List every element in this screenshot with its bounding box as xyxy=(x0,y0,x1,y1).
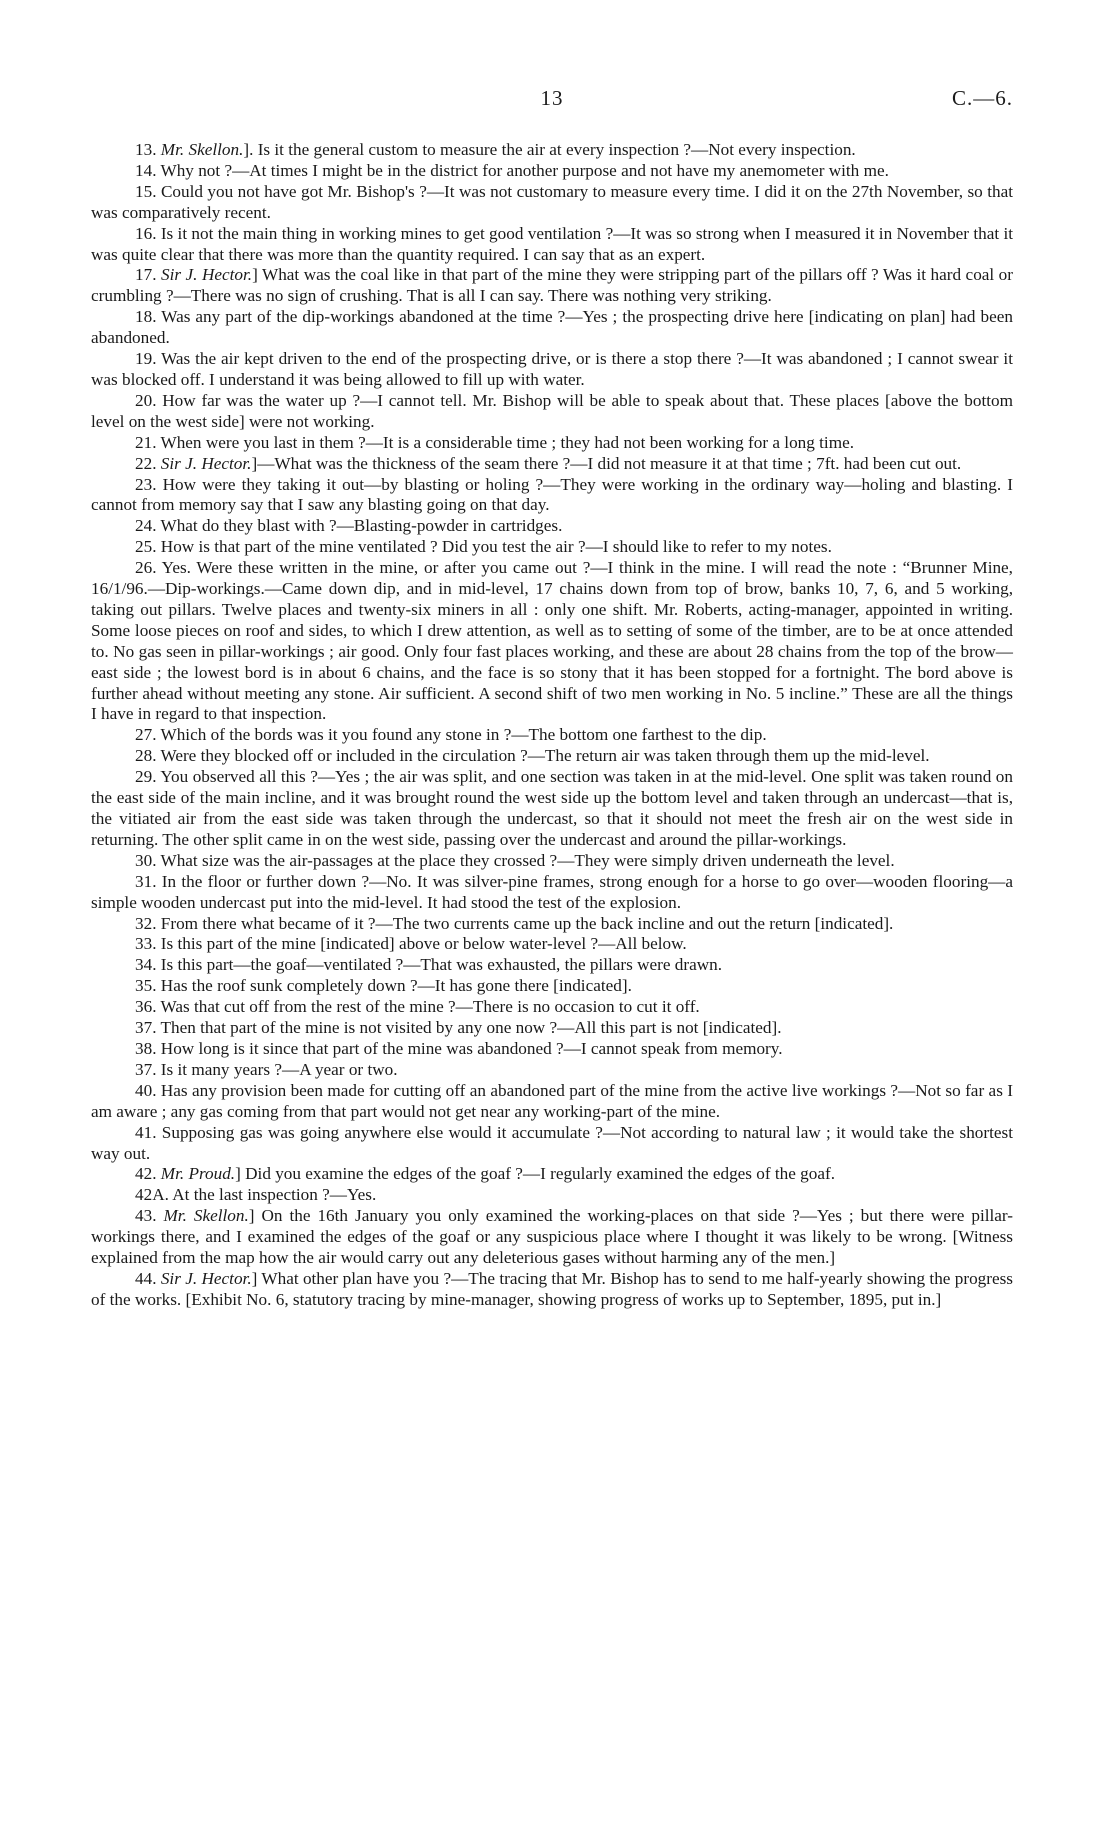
speaker-name: Mr. Skellon. xyxy=(160,140,244,159)
question-answer-paragraph xyxy=(91,433,1013,454)
question-answer-paragraph xyxy=(91,349,1013,391)
paragraph-text: From there what became of it ?—The two currents came up the back incline and out the return [indicated]. xyxy=(160,913,894,933)
question-number: 17. xyxy=(135,265,157,285)
testimony-body xyxy=(91,140,1013,1311)
question-number: 41. xyxy=(135,1122,157,1142)
paragraph-text: Is this part—the goaf—ventilated ?—That was exhausted, the pillars were drawn. xyxy=(160,955,723,975)
question-number: 37. xyxy=(135,1059,157,1079)
question-answer-paragraph xyxy=(91,872,1013,914)
paragraph-text: Was the air kept driven to the end of the prospecting drive, or is there a stop there ?—It was abandoned ; I cannot swear it was blocked off. I understand it was being allowed to fill up with water. xyxy=(91,349,1013,389)
question-answer-paragraph xyxy=(91,307,1013,349)
paragraph-text: ] What was the coal like in that part of the mine they were stripping part of the pillars off ? Was it hard coal or crumbling ?—There was no sign of crushing. That is all I can say. There was nothing very striking. xyxy=(91,265,1013,306)
paragraph-text: Could you not have got Mr. Bishop's ?—It was not customary to measure every time. I did it on the 27th November, so that was comparatively recent. xyxy=(91,181,1014,222)
question-number: 16. xyxy=(135,223,157,243)
paragraph-text: Is it many years ?—A year or two. xyxy=(160,1059,398,1079)
question-number: 21. xyxy=(135,432,157,452)
question-number: 30. xyxy=(135,850,157,870)
paragraph-text: Is it not the main thing in working mines to get good ventilation ?—It was so strong when I measured it in November that it was quite clear that there was more than the quantity required. I can say that as an expert. xyxy=(91,223,1013,264)
question-answer-paragraph xyxy=(91,454,1013,475)
question-answer-paragraph xyxy=(91,475,1013,517)
question-number: 43. xyxy=(135,1206,157,1226)
question-answer-paragraph xyxy=(91,1081,1013,1123)
question-number: 38. xyxy=(135,1038,157,1058)
question-number: 27. xyxy=(135,725,157,745)
paragraph-text: How far was the water up ?—I cannot tell. Mr. Bishop will be able to speak about that. These places [above the bottom level on the west side] were not working. xyxy=(91,390,1013,431)
question-number: 18. xyxy=(135,307,157,327)
question-answer-paragraph xyxy=(91,914,1013,935)
question-answer-paragraph xyxy=(91,391,1013,433)
question-number: 22. xyxy=(135,453,157,473)
question-answer-paragraph xyxy=(91,851,1013,872)
question-answer-paragraph xyxy=(91,1206,1013,1269)
question-answer-paragraph xyxy=(91,1060,1013,1081)
paragraph-text: ]—What was the thickness of the seam there ?—I did not measure it at that time ; 7ft. had been cut out. xyxy=(251,453,962,473)
question-number: 15. xyxy=(135,181,157,201)
question-number: 13. xyxy=(135,140,157,159)
speaker-name: Sir J. Hector. xyxy=(160,265,253,285)
question-number: 32. xyxy=(135,913,157,933)
question-number: 24. xyxy=(135,516,157,536)
paragraph-text: How were they taking it out—by blasting or holing ?—They were working in the ordinary way—holing and blasting. I cannot from memory say that I saw any blasting going on that day. xyxy=(91,474,1013,515)
paragraph-text: Was any part of the dip-workings abandoned at the time ?—Yes ; the prospecting drive here [indicating on plan] had been abandoned. xyxy=(91,307,1013,348)
question-answer-paragraph xyxy=(91,1123,1013,1165)
paragraph-text: ] On the 16th January you only examined the working-places on that side ?—Yes ; but there were pillar-workings there, and I examined the edges of the goaf or any suspicious place where I thought it was likely to be wrong. [Witness explained from the map how the air would carry out any deleterious gases without harming any of the men.] xyxy=(91,1206,1014,1268)
question-number: 35. xyxy=(135,976,157,996)
question-number: 29. xyxy=(135,767,157,787)
question-answer-paragraph xyxy=(91,161,1013,182)
speaker-name: Mr. Proud. xyxy=(160,1164,236,1184)
paragraph-text: How long is it since that part of the mine was abandoned ?—I cannot speak from memory. xyxy=(160,1038,783,1058)
question-answer-paragraph xyxy=(91,1164,1013,1185)
question-answer-paragraph xyxy=(91,767,1013,851)
question-number: 33. xyxy=(135,934,157,954)
question-number: 23. xyxy=(135,474,157,494)
question-number: 44. xyxy=(135,1268,157,1288)
paragraph-text: ] Did you examine the edges of the goaf ?—I regularly examined the edges of the goaf. xyxy=(235,1164,836,1184)
paragraph-text: Is this part of the mine [indicated] above or below water-level ?—All below. xyxy=(160,934,687,954)
question-answer-paragraph xyxy=(91,516,1013,537)
paragraph-text: Has the roof sunk completely down ?—It has gone there [indicated]. xyxy=(160,976,632,996)
question-answer-paragraph xyxy=(91,1018,1013,1039)
speaker-name: Mr. Skellon. xyxy=(163,1206,249,1226)
question-number: 20. xyxy=(135,390,157,410)
question-answer-paragraph xyxy=(91,1039,1013,1060)
page-header xyxy=(91,86,1013,116)
paragraph-text: What do they blast with ?—Blasting-powder in cartridges. xyxy=(160,516,563,536)
paragraph-text: Which of the bords was it you found any stone in ?—The bottom one farthest to the dip. xyxy=(160,725,767,745)
question-answer-paragraph xyxy=(91,537,1013,558)
question-number: 31. xyxy=(135,871,157,891)
paragraph-text: Were they blocked off or included in the circulation ?—The return air was taken through them up the mid-level. xyxy=(160,746,930,766)
question-answer-paragraph xyxy=(91,140,1013,161)
question-answer-paragraph xyxy=(91,725,1013,746)
question-number: 25. xyxy=(135,537,157,557)
paragraph-text: Has any provision been made for cutting off an abandoned part of the mine from the active live workings ?—Not so far as I am aware ; any gas coming from that part would not get near any working-part of the mine. xyxy=(91,1080,1014,1121)
question-answer-paragraph xyxy=(91,1185,1013,1206)
paragraph-text: ] What other plan have you ?—The tracing that Mr. Bishop has to send to me half-yearly showing the progress of the works. [Exhibit No. 6, statutory tracing by mine-manager, showing progress of works up to September, 1895, put in.] xyxy=(91,1268,1013,1309)
paragraph-text: At the last inspection ?—Yes. xyxy=(172,1185,377,1205)
question-number: 19. xyxy=(135,349,157,369)
question-number: 14. xyxy=(135,160,157,180)
question-answer-paragraph xyxy=(91,934,1013,955)
question-answer-paragraph xyxy=(91,558,1013,725)
question-answer-paragraph xyxy=(91,1269,1013,1311)
question-number: 42A. xyxy=(135,1185,169,1205)
question-number: 37. xyxy=(135,1018,157,1038)
question-answer-paragraph xyxy=(91,997,1013,1018)
question-answer-paragraph xyxy=(91,746,1013,767)
paragraph-text: Yes. Were these written in the mine, or after you came out ?—I think in the mine. I will read the note : “Brunner Mine, 16/1/96.—Dip-workings.—Came down dip, and in mid-level, 17 chains down from top of brow, banks 10, 7, 6, and 5 working, taking out pillars. Twelve places and twenty-six miners in all : only one shift. Mr. Roberts, acting-manager, appointed in writing. Some loose pieces on roof and sides, to which I drew attention, as well as to setting of some of the timber, are to be at once attended to. No gas seen in pillar-workings ; air good. Only four fast places working, and these are about 28 chains from the top of the brow—east side ; the lowest bord is in about 6 chains, and the face is so stony that it has been stopped for a fortnight. The bord above is further ahead without meeting any stone. Air sufficient. A second shift of two men working in No. 5 incline.” These are all the things I have in regard to that inspection. xyxy=(91,558,1013,724)
question-answer-paragraph xyxy=(91,182,1013,224)
paragraph-text: You observed all this ?—Yes ; the air was split, and one section was taken in at the mid-level. One split was taken round on the east side of the main incline, and it was brought round the west side up the bottom level and taken through an undercast—that is, the vitiated air from the east side was taken through the undercast, so that it should not meet the fresh air on the west side in returning. The other split came in on the west side, passing over the undercast and around the pillar-workings. xyxy=(91,767,1013,849)
paragraph-text: Why not ?—At times I might be in the district for another purpose and not have my anemometer with me. xyxy=(160,160,889,180)
paragraph-text: In the floor or further down ?—No. It was silver-pine frames, strong enough for a horse to go over—wooden flooring—a simple wooden undercast put into the mid-level. It had stood the test of the explosion. xyxy=(91,871,1013,912)
question-number: 34. xyxy=(135,955,157,975)
question-number: 26. xyxy=(135,558,157,578)
paragraph-text: Was that cut off from the rest of the mine ?—There is no occasion to cut it off. xyxy=(160,997,700,1017)
speaker-name: Sir J. Hector. xyxy=(160,1268,252,1288)
speaker-name: Sir J. Hector. xyxy=(160,453,252,473)
question-number: 36. xyxy=(135,997,157,1017)
document-reference: C.—6. xyxy=(951,86,1013,110)
question-number: 42. xyxy=(135,1164,157,1184)
paragraph-text: What size was the air-passages at the place they crossed ?—They were simply driven underneath the level. xyxy=(160,850,895,870)
question-number: 28. xyxy=(135,746,157,766)
paragraph-text: ]. Is it the general custom to measure the air at every inspection ?—Not every inspection. xyxy=(243,140,856,159)
question-number: 40. xyxy=(135,1080,157,1100)
question-answer-paragraph xyxy=(91,976,1013,997)
paragraph-text: How is that part of the mine ventilated ? Did you test the air ?—I should like to refer to my notes. xyxy=(160,537,832,557)
question-answer-paragraph xyxy=(91,955,1013,976)
paragraph-text: Supposing gas was going anywhere else would it accumulate ?—Not according to natural law ; it would take the shortest way out. xyxy=(91,1122,1013,1163)
paragraph-text: When were you last in them ?—It is a considerable time ; they had not been working for a long time. xyxy=(160,432,854,452)
question-answer-paragraph xyxy=(91,265,1013,307)
question-answer-paragraph xyxy=(91,224,1013,266)
page-number: 13 xyxy=(540,86,564,110)
paragraph-text: Then that part of the mine is not visited by any one now ?—All this part is not [indicated]. xyxy=(160,1018,782,1038)
